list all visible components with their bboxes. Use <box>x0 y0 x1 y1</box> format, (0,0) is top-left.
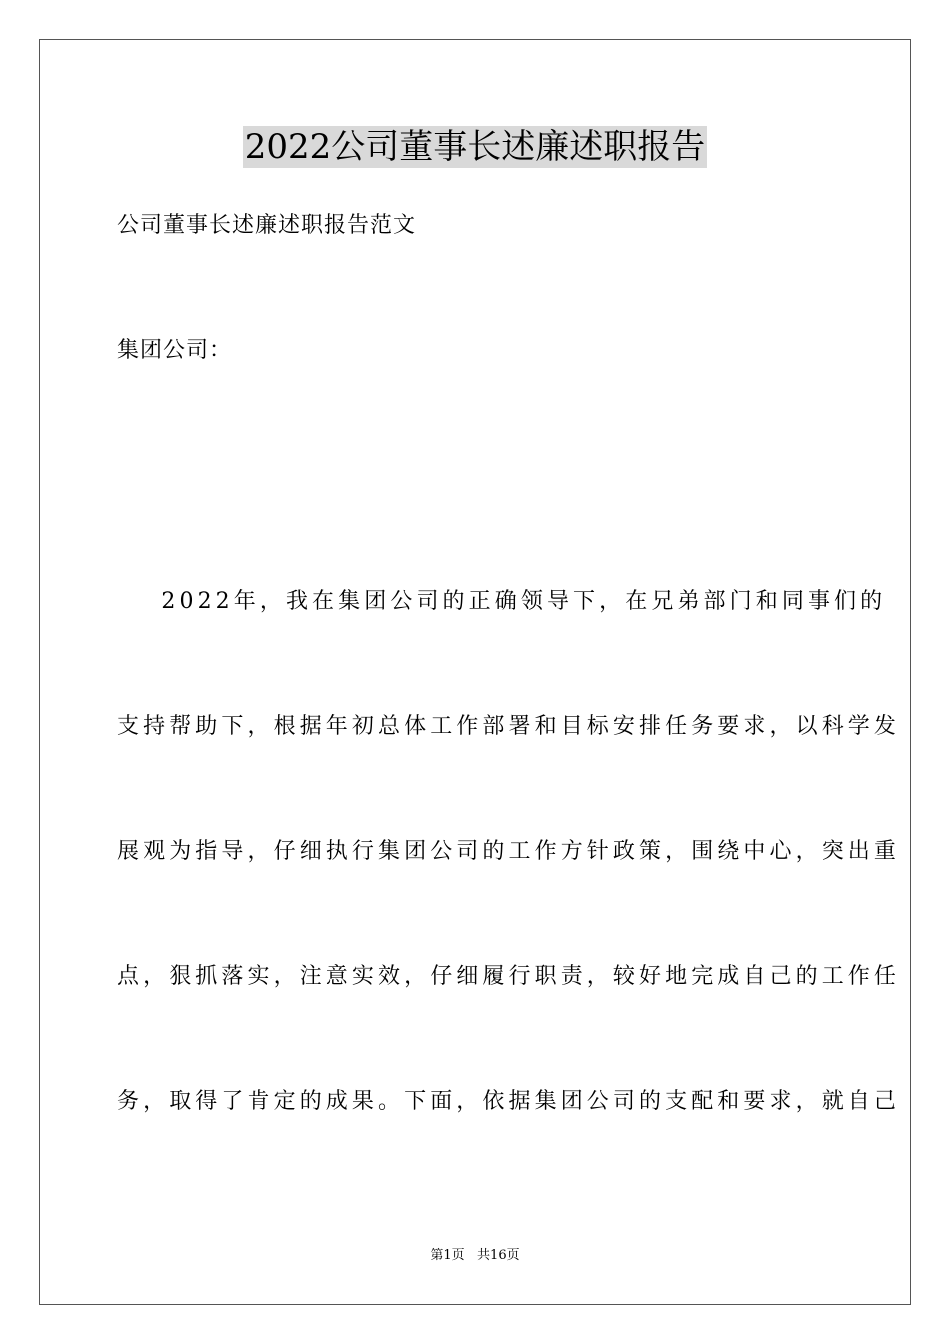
document-subtitle: 公司董事长述廉述职报告范文 <box>117 213 417 238</box>
paragraph-line: 2022年，我在集团公司的正确领导下，在兄弟部门和同事们的 <box>117 589 887 614</box>
page-footer: 第1页 共16页 <box>430 1248 520 1263</box>
document-title: 2022公司董事长述廉述职报告 <box>244 127 706 167</box>
salutation: 集团公司： <box>117 338 233 363</box>
paragraph-line: 展观为指导，仔细执行集团公司的工作方针政策，围绕中心，突出重 <box>117 839 901 864</box>
title-container <box>0 126 950 168</box>
paragraph-line: 点，狠抓落实，注意实效，仔细履行职责，较好地完成自己的工作任 <box>117 964 901 989</box>
paragraph-line: 支持帮助下，根据年初总体工作部署和目标安排任务要求，以科学发 <box>117 714 901 739</box>
paragraph-line: 务，取得了肯定的成果。下面，依据集团公司的支配和要求，就自己 <box>117 1089 901 1114</box>
